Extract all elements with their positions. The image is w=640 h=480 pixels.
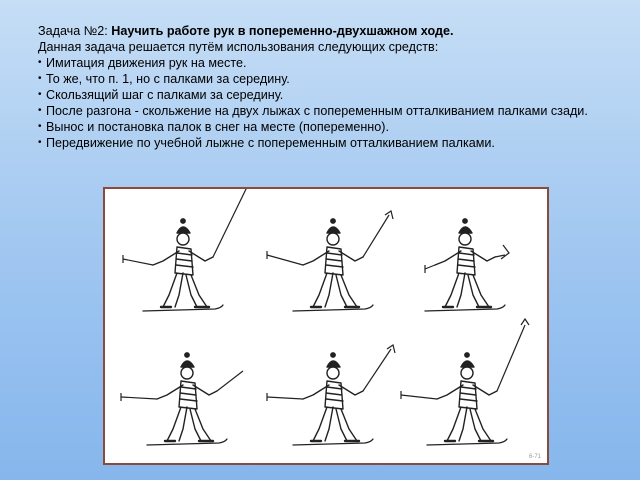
skier-figure-5 (267, 345, 395, 445)
skier-figure-3 (425, 219, 509, 311)
figure-mark: 6-71 (528, 454, 541, 460)
text-block (38, 23, 610, 151)
skier-figure-4 (121, 353, 243, 445)
skier-figure-1 (123, 189, 251, 311)
skier-sequence-illustration-icon (105, 189, 547, 463)
list-item: • Имитация движения рук на месте. (38, 55, 610, 71)
list-item: • После разгона - скольжение на двух лыжах с попеременным отталкиванием палками сзади. (38, 103, 610, 119)
task-heading: Научить работе рук в попеременно-двухшажном ходе. (111, 24, 454, 38)
skier-sequence-figure (103, 187, 549, 465)
skier-figure-6 (401, 319, 529, 445)
list-item: • Скользящий шаг с палками за середину. (38, 87, 610, 103)
list-item: • То же, что п. 1, но с палками за середину. (38, 71, 610, 87)
task-lead: Задача №2: (38, 24, 108, 38)
task-title (38, 23, 610, 39)
task-intro: Данная задача решается путём использования следующих средств: (38, 40, 439, 54)
list-item: • Передвижение по учебной лыжне с попеременным отталкиванием палками. (38, 135, 610, 151)
skier-figure-2 (267, 211, 393, 311)
method-list (38, 55, 610, 151)
list-item: • Вынос и постановка палок в снег на месте (попеременно). (38, 119, 610, 135)
